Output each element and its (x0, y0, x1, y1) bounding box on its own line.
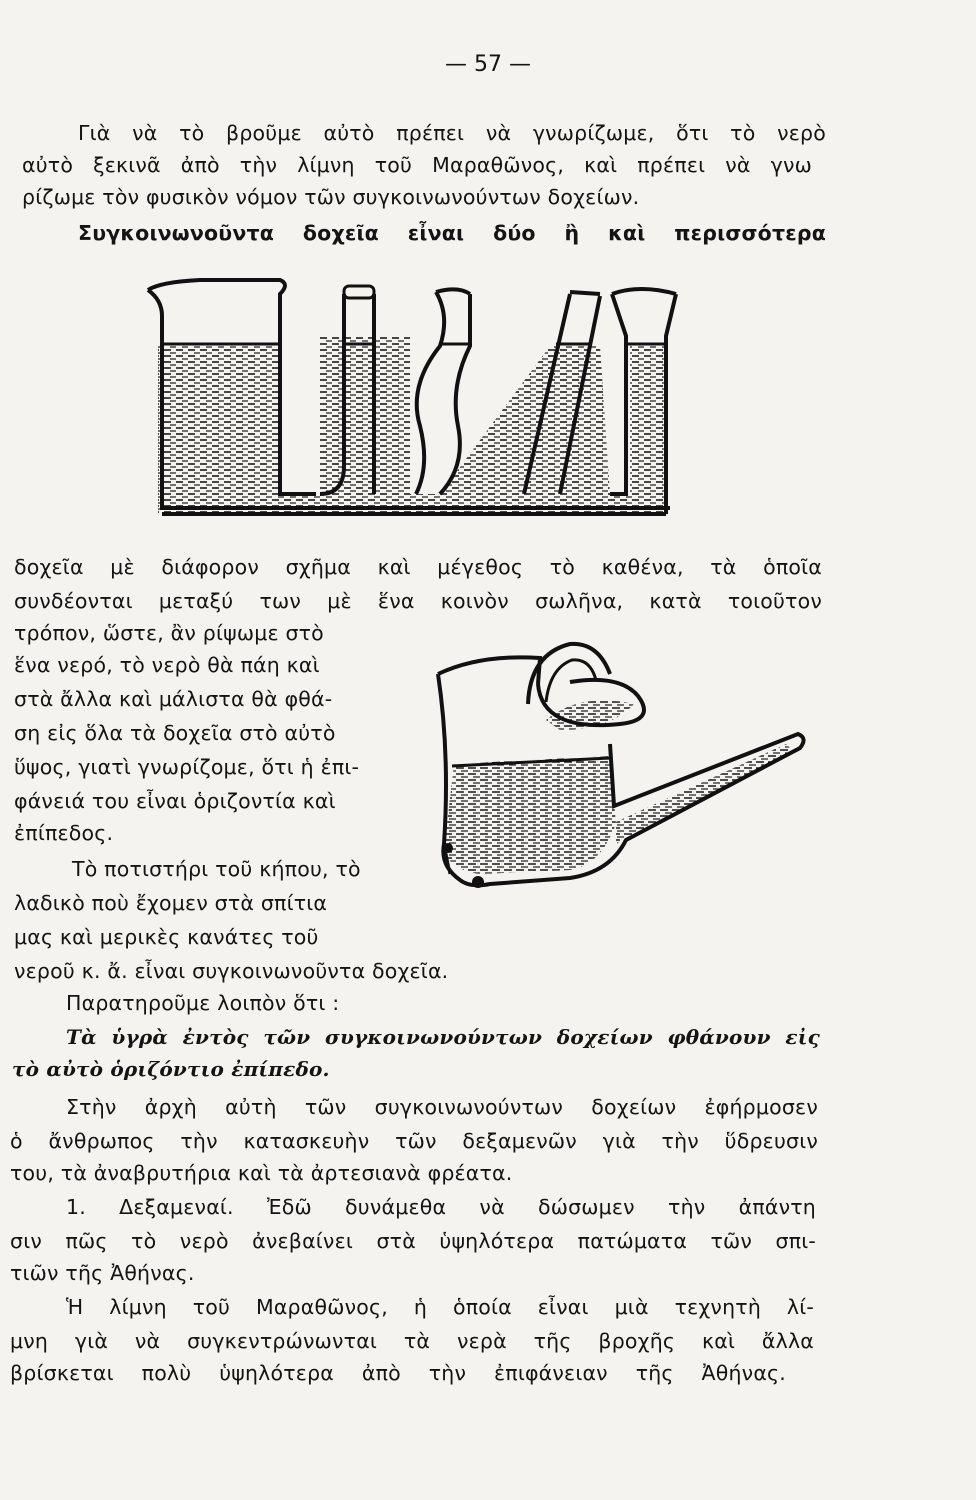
text-line: Στὴν ἀρχὴ αὐτὴ τῶν συγκοινωνούντων δοχείων ἐφήρμοσεν (66, 1095, 818, 1119)
text-line: βρίσκεται πολὺ ὑψηλότερα ἀπὸ τὴν ἐπιφάνειαν τῆς Ἀθήνας. (10, 1361, 786, 1385)
text-line-italic: τὸ αὐτὸ ὁριζόντιο ἐπίπεδο. (12, 1057, 330, 1081)
text-line: του, τὰ ἀναβρυτήρια καὶ τὰ ἀρτεσιανὰ φρέατα. (10, 1161, 513, 1185)
text-line: ἐπίπεδος. (14, 821, 114, 845)
text-line: ὕψος, γιατὶ γνωρίζομε, ὅτι ἡ ἐπι- (14, 755, 360, 779)
text-line: δοχεῖα μὲ διάφορον σχῆμα καὶ μέγεθος τὸ καθένα, τὰ ὁποῖα (14, 555, 822, 579)
text-line: λαδικὸ ποὺ ἔχομεν στὰ σπίτια (14, 891, 328, 915)
text-line: 1. Δεξαμεναί. Ἐδῶ δυνάμεθα νὰ δώσωμεν τὴν ἀπάντη (66, 1195, 816, 1219)
text-line-bold: Συγκοινωνοῦντα δοχεῖα εἶναι δύο ἢ καὶ περισσότερα (78, 221, 826, 245)
text-line: τιῶν τῆς Ἀθήνας. (10, 1261, 195, 1285)
communicating-vessels-illustration (140, 276, 680, 524)
text-line: ρίζωμε τὸν φυσικὸν νόμον τῶν συγκοινωνούντων δοχείων. (22, 185, 640, 209)
text-line-italic: Τὰ ὑγρὰ ἐντὸς τῶν συγκοινωνούντων δοχείων φθάνουν εἰς (66, 1025, 820, 1049)
text-line: τρόπον, ὥστε, ἂν ρίψωμε στὸ (14, 621, 324, 645)
text-line: μας καὶ μερικὲς κανάτες τοῦ (14, 925, 319, 949)
text-line: ἕνα νερό, τὸ νερὸ θὰ πάη καὶ (14, 653, 320, 677)
text-line: Ἡ λίμνη τοῦ Μαραθῶνος, ἡ ὁποία εἶναι μιὰ τεχνητὴ λί- (66, 1295, 814, 1319)
text-line: Παρατηροῦμε λοιπὸν ὅτι : (66, 991, 340, 1015)
text-line: ὁ ἄνθρωπος τὴν κατασκευὴν τῶν δεξαμενῶν γιὰ τὴν ὕδρευσιν (10, 1129, 818, 1153)
text-line: συνδέονται μεταξύ των μὲ ἕνα κοινὸν σωλῆνα, κατὰ τοιοῦτον (14, 589, 822, 613)
text-line: στὰ ἄλλα καὶ μάλιστα θὰ φθά- (14, 687, 333, 711)
text-line: αὐτὸ ξεκινᾶ ἀπὸ τὴν λίμνη τοῦ Μαραθῶνος, καὶ πρέπει νὰ γνω (22, 153, 812, 177)
text-line: φάνειά του εἶναι ὁριζοντία καὶ (14, 789, 336, 813)
text-line: νεροῦ κ. ἄ. εἶναι συγκοινωνοῦντα δοχεῖα. (14, 959, 449, 983)
text-line: ση εἰς ὅλα τὰ δοχεῖα στὸ αὐτὸ (14, 721, 336, 745)
text-line: Τὸ ποτιστήρι τοῦ κήπου, τὸ (72, 857, 361, 881)
text-line: σιν πῶς τὸ νερὸ ἀνεβαίνει στὰ ὑψηλότερα πατώματα τῶν σπι- (10, 1229, 816, 1253)
text-line: μνη γιὰ νὰ συγκεντρώνωνται τὰ νερὰ τῆς βροχῆς καὶ ἄλλα (10, 1329, 814, 1353)
page-number: — 57 — (445, 52, 531, 77)
watering-can-illustration (420, 634, 810, 910)
text-line: Γιὰ νὰ τὸ βροῦμε αὐτὸ πρέπει νὰ γνωρίζωμε, ὅτι τὸ νερὸ (78, 121, 826, 145)
